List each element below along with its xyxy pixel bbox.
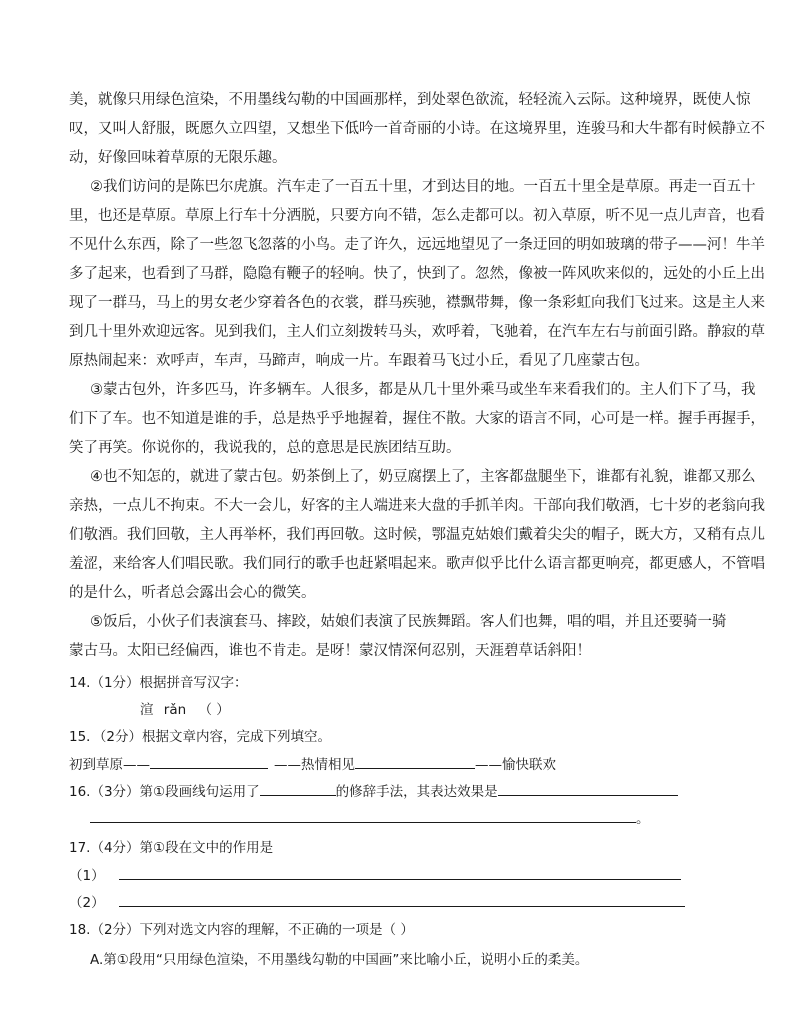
passage-line: 里，也还是草原。草原上行车十分洒脱，只要方向不错，怎么走都可以。初入草原，听不见一点儿声音，也看 [69,208,765,224]
passage-line: 的是什么，听者总会露出会心的微笑。 [69,585,316,601]
question-16-end: 。 [636,811,650,827]
passage-line: 羞涩，来给客人们唱民歌。我们同行的歌手也赶紧唱起来。歌声似乎比什么语言都更响亮，都更感人，不管唱 [69,556,765,572]
passage-line: 原热闹起来：欢呼声，车声，马蹄声，响成一片。车跟着马飞过小丘，看见了几座蒙古包。 [69,353,649,369]
question-15-seg2: ——热情相见 [274,757,355,773]
question-17-stem: 17.（4分）第①段在文中的作用是 [69,840,274,856]
passage-line: ③蒙古包外，许多匹马，许多辆车。人很多，都是从几十里外乘马或坐车来看我们的。主人们下了马，我 [90,382,756,398]
passage-line: 蒙古马。太阳已经偏西，谁也不肯走。是呀！蒙汉情深何忍别，天涯碧草话斜阳！ [69,643,591,659]
passage-line: 不见什么东西，除了一些忽飞忽落的小鸟。走了许久，远远地望见了一条迂回的明如玻璃的带子——河！牛羊 [69,237,765,253]
question-17-blank-2[interactable] [119,892,685,907]
question-16-stem [69,781,678,801]
passage-line: 动，好像回味着草原的无限乐趣。 [69,150,287,166]
question-15-blank-2[interactable] [355,754,475,769]
passage-line: 叹，又叫人舒服，既愿久立四望，又想坐下低吟一首奇丽的小诗。在这境界里，连骏马和大牛都有时候静立不 [69,121,765,137]
question-14-pinyin: rǎn [163,702,187,718]
question-17-item-1: （1） [69,868,105,884]
passage-line: 们下了车。也不知道是谁的手，总是热乎乎地握着，握住不散。大家的语言不同，心可是一样。握手再握手， [69,411,765,427]
question-15-blank-1[interactable] [150,754,268,769]
passage-line: 美，就像只用绿色渲染，不用墨线勾勒的中国画那样，到处翠色欲流，轻轻流入云际。这种境界，既使人惊 [69,92,751,108]
question-16-blank-2[interactable] [498,781,678,796]
passage-line: ⑤饭后，小伙子们表演套马、摔跤，姑娘们表演了民族舞蹈。客人们也舞，唱的唱，并且还要骑一骑 [90,614,727,630]
passage-line: 多了起来，也看到了马群，隐隐有鞭子的轻响。快了，快到了。忽然，像被一阵风吹来似的，远处的小丘上出 [69,266,765,282]
question-16-stem-a: 16.（3分）第①段画线句运用了 [69,784,260,800]
passage-line: ②我们访问的是陈巴尔虎旗。汽车走了一百五十里，才到达目的地。一百五十里全是草原。再走一百五十 [90,179,756,195]
question-17-item-2: （2） [69,895,105,911]
passage-line: 笑了再笑。你说你的，我说我的，总的意思是民族团结互助。 [69,440,461,456]
question-15-seg1: 初到草原—— [69,757,150,773]
question-18-option-a[interactable]: A.第①段用“只用绿色渲染，不用墨线勾勒的中国画”来比喻小丘，说明小丘的柔美。 [90,952,589,968]
question-17-line-1 [69,865,681,885]
question-14-stem: 14.（1分）根据拼音写汉字： [69,675,248,691]
passage-line: ④也不知怎的，就进了蒙古包。奶茶倒上了，奶豆腐摆上了，主客都盘腿坐下，谁都有礼貌，谁都又那么 [90,469,756,485]
passage-line: 们敬酒。我们回敬，主人再举杯，我们再回敬。这时候，鄂温克姑娘们戴着尖尖的帽子，既大方，又稍有点儿 [69,527,765,543]
question-17-blank-1[interactable] [119,865,681,880]
question-16-answer-line [90,808,650,828]
question-16-blank-1[interactable] [260,781,336,796]
question-15-stem: 15．（2分）根据文章内容，完成下列填空。 [69,729,332,745]
question-14-answer-paren[interactable]: （ ） [198,702,230,718]
question-15-fill [69,754,556,774]
passage-line: 亲热，一点儿不拘束。不大一会儿，好客的主人端进来大盘的手抓羊肉。干部向我们敬酒，七十岁的老翁向我 [69,498,765,514]
question-17-line-2 [69,892,685,912]
question-14-item [140,700,230,720]
question-18-stem: 18.（2分）下列对选文内容的理解，不正确的一项是（ ） [69,922,414,938]
passage-line: 到几十里外欢迎远客。见到我们，主人们立刻拨转马头，欢呼着，飞驰着，在汽车左右与前面引路。静寂的草 [69,324,765,340]
passage-line: 现了一群马，马上的男女老少穿着各色的衣裳，群马疾驰，襟飘带舞，像一条彩虹向我们飞过来。这是主人来 [69,295,765,311]
question-15-seg3: ——愉快联欢 [475,757,556,773]
question-16-blank-3[interactable] [90,808,636,823]
question-16-stem-b: 的修辞手法，其表达效果是 [335,784,498,800]
question-14-word: 渲 [140,702,154,718]
